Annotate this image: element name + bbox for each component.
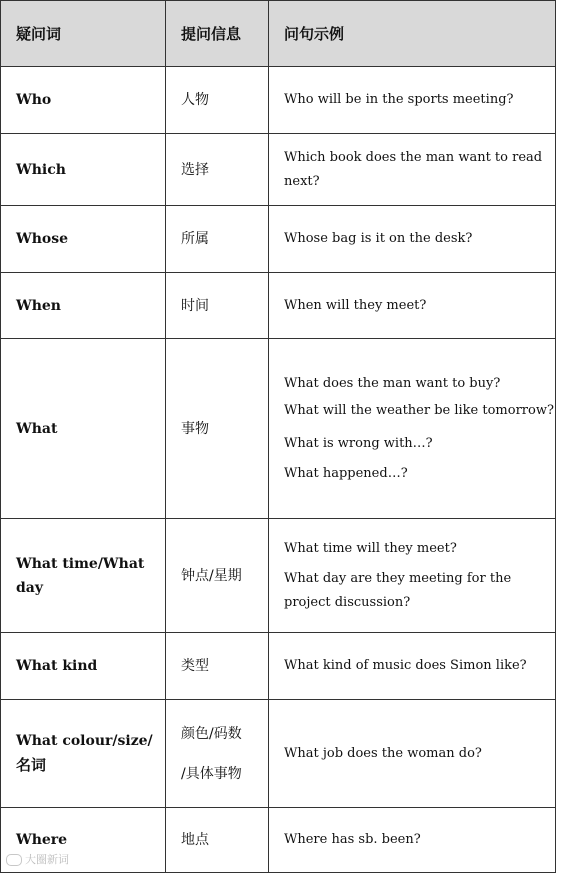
table-row [1,808,556,873]
table-row [1,273,556,339]
header-info: 提问信息 [166,1,269,67]
question-word: What kind [1,633,166,700]
info-cell: 钟点/星期 [166,519,269,633]
example-cell [269,134,556,206]
example-sentence: What happened…? [284,465,408,481]
question-word: Where [1,808,166,873]
watermark [6,851,69,867]
info-cell: 选择 [166,134,269,206]
example-cell [269,339,556,519]
example-sentence: Whose bag is it on the desk? [284,231,473,246]
info-cell [166,700,269,808]
example-cell [269,808,556,873]
example-sentence: What will the weather be like tomorrow? [284,402,554,418]
example-cell [269,519,556,633]
info-cell: 所属 [166,206,269,273]
question-word-text: What colour/size/ [16,733,153,749]
watermark-logo-icon [6,854,22,866]
example-cell [269,700,556,808]
table-row [1,67,556,134]
table-row [1,700,556,808]
watermark-text: 大圈新词 [25,853,69,866]
example-cell [269,633,556,700]
example-sentence: What does the man want to buy? [284,375,501,391]
question-word: When [1,273,166,339]
example-cell [269,273,556,339]
example-sentence: Where has sb. been? [284,832,421,847]
info-line: /具体事物 [181,765,242,782]
example-sentence: Which book does the man want to read next? [284,149,543,189]
table-row [1,339,556,519]
info-cell: 时间 [166,273,269,339]
example-sentence: What day are they meeting for the project discussion? [284,570,512,610]
header-question-word: 疑问词 [1,1,166,67]
example-cell [269,206,556,273]
info-cell: 人物 [166,67,269,134]
info-cell: 地点 [166,808,269,873]
example-sentence: What job does the woman do? [284,745,482,761]
example-sentence: What kind of music does Simon like? [284,658,527,673]
question-word: Which [1,134,166,206]
example-sentence: What time will they meet? [284,540,457,556]
info-line: 颜色/码数 [181,725,242,742]
table-row [1,519,556,633]
example-sentence: When will they meet? [284,297,427,313]
example-sentence: What is wrong with…? [284,435,433,451]
info-cell: 类型 [166,633,269,700]
header-examples: 问句示例 [269,1,556,67]
question-word-zh: 名词 [16,756,47,774]
question-word: Whose [1,206,166,273]
table-row [1,134,556,206]
question-word: Who [1,67,166,134]
question-word [1,700,166,808]
question-word: What time/What day [1,519,166,633]
question-word: What [1,339,166,519]
table-header-row [1,1,556,67]
table-row [1,206,556,273]
example-sentence: Who will be in the sports meeting? [284,92,514,107]
example-cell [269,67,556,134]
table-row [1,633,556,700]
info-cell: 事物 [166,339,269,519]
